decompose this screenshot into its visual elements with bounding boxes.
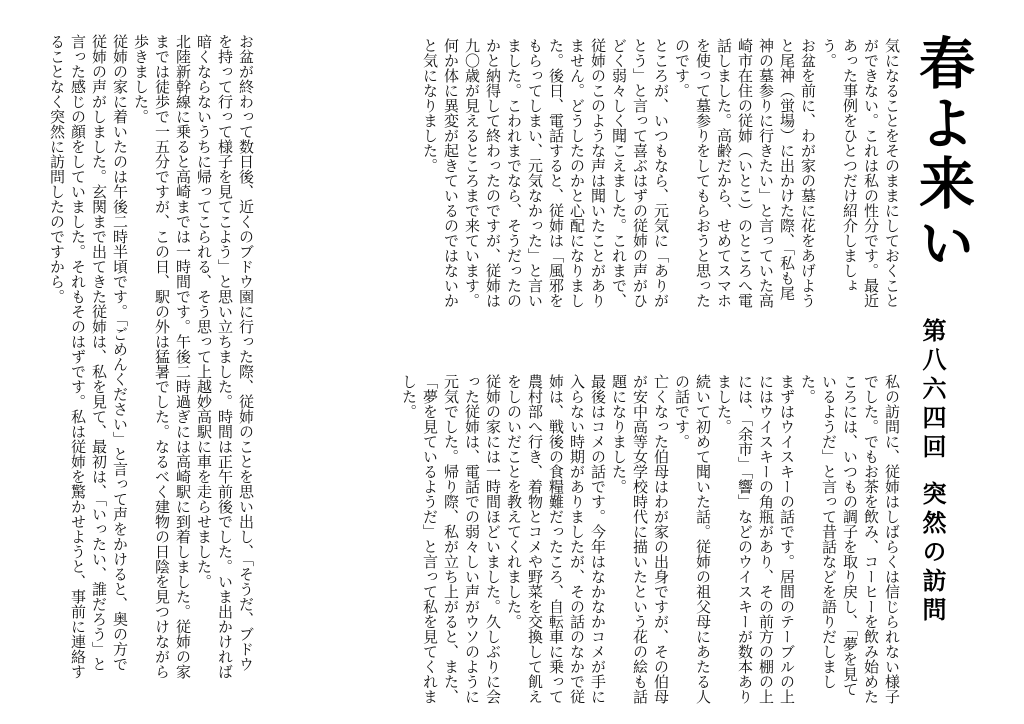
title-area [910, 34, 975, 294]
article-subtitle [915, 318, 950, 626]
article-heading: 突然の訪問 [918, 481, 946, 626]
episode-number: 第八六四回 [918, 318, 946, 463]
column-divider [260, 30, 261, 690]
body-text-left: お盆が終わって数日後、近くのブドウ園に行った際、従姉のことを思い出し、「そうだ、ブドウを持って行って様子を見てこよう」と思い立ちました。時間は正午前後でした。いま出かければ暗くならないうちに帰ってこられる、そう思って上越妙高駅に車を走らせました。 北陸新幹線に乗ると高崎までは一時間です。午後二時過ぎには高崎駅に到着しました。従姉の家までは徒歩で一五分ですが、この日、駅の外は猛暑でした。なるべく建物の日陰を見つけながら歩きました。 従姉の家に着いたのは午後二時半頃です。「ごめんください」と言って声をかけると、奥の方で従姉の声がしました。玄関まで出てきた従姉は、私を見て、最初は、「いったい、誰だろう」と言った感じの顔をしていました。それもそのはずです。私は従姉を驚かせようと、事前に連絡することなく突然に訪問したのですから。 [48, 34, 255, 679]
page-title: 春よ来い [910, 34, 975, 274]
body-text-bottom-right: 私の訪問に、従姉はしばらくは信じられない様子でした。でもお茶を飲み、コーヒーを飲み始めたころには、いつもの調子を取り戻し、「夢を見ているようだ」と言って昔話などを語りだしました。 まずはウイスキーの話です。居間のテーブルの上にはウイスキーの角瓶があり、その前方の棚の上には、「余市」「響」などのウイスキーが数本ありました。 続いて初めて聞いた話。従姉の祖父母にあたる人の話です。 亡くなった伯母はわが家の出身ですが、その伯母が安中高等女学校時代に描いたという花の絵も話題になりました。 最後はコメの話です。今年はなかなかコメが手に入らない時期がありましたが、その話のなかで従姉は、戦後の食糧難だったころ、自転車に乗って農村部へ行き、着物とコメや野菜を交換して飢えをしのいだことを教えてくれました。 従姉の家には一時間ほどいました。久しぶりに会った従姉は、電話での弱々しい声がウソのように元気でした。帰り際、私が立ち上がると、また、「夢を見ているようだ」と言って私を見てくれました。 [400, 374, 901, 704]
body-text-top-right: 気になることをそのままにしておくことができない。これは私の性分です。最近あった事例をひとつだけ紹介しましょう。 お盆を前に、わが家の墓に花をあげようと尾神（蛍場）に出かけた際、「私も尾神の墓参りに行きたい」と言っていた高崎市在住の従姉（いとこ）のところへ電話しました。高齢だから、せめてスマホを使って墓参りをしてもらおうと思ったのです。 ところが、いつもなら、元気に「ありがとう」と言って喜ぶはずの従姉の声がひどく弱々しく聞こえました。これまで、従姉のこのような声は聞いたことがありません。どうしたのかと心配になりました。後日、電話すると、従姉は「風邪をもらってしまい、元気なかった」と言いました。こわれまでなら、そうだったのかと納得して終わったのですが、従姉は九〇歳が見えるところまで来ています。何か体に異変が起きているのではないかと気になりました。 [421, 38, 901, 308]
